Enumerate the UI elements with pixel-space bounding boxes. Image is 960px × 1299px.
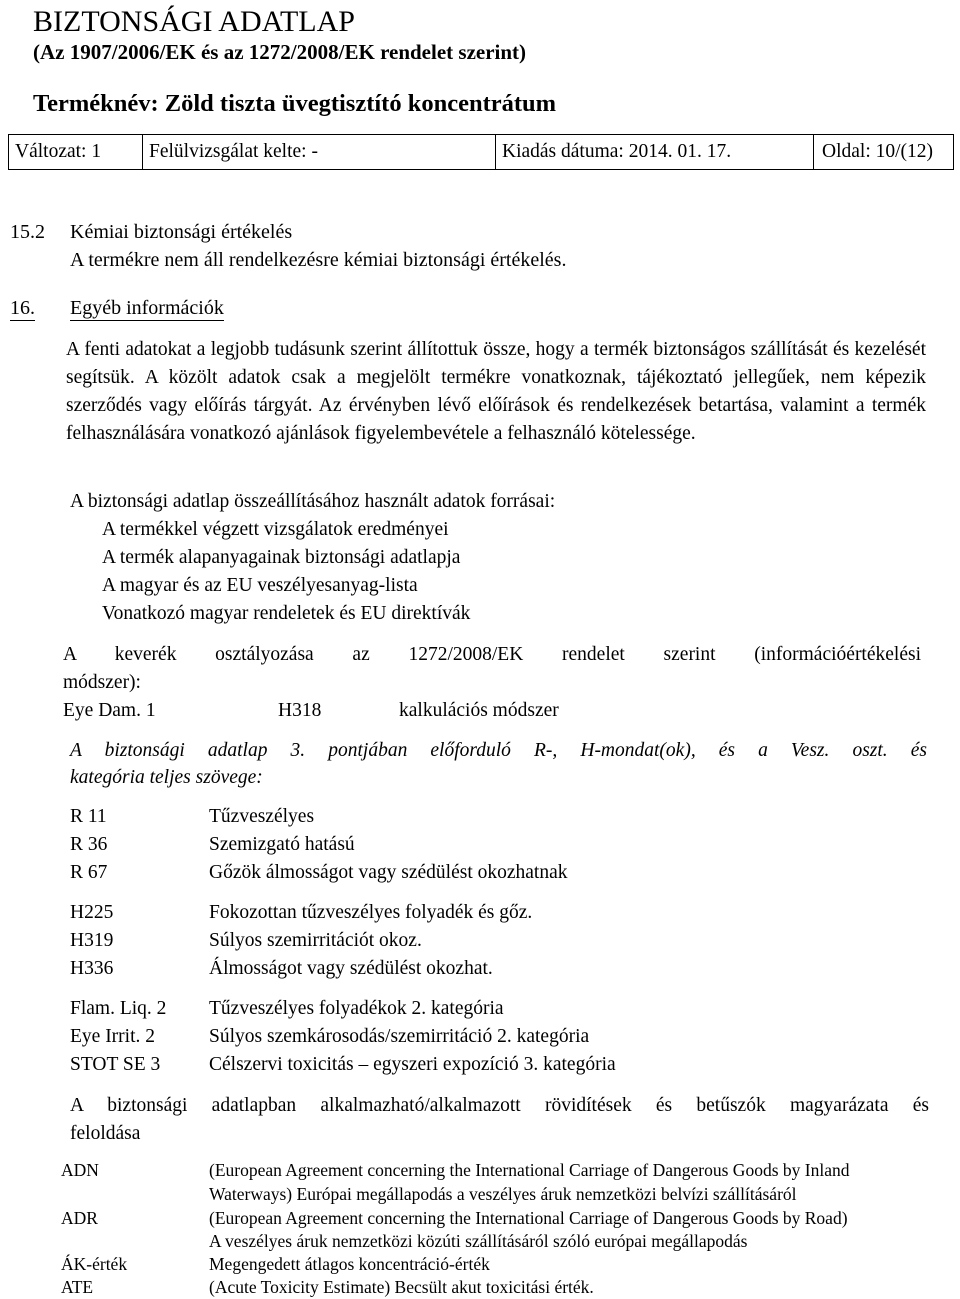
source-item: A termékkel végzett vizsgálatok eredményei [102, 519, 449, 540]
h-phrase-text: Súlyos szemirritációt okoz. [209, 930, 422, 951]
hazard-class-code: Eye Irrit. 2 [70, 1026, 156, 1047]
phrases-title-line-1: A biztonsági adatlap 3. pontjában előforduló R-, H-mondat(ok), és a Vesz. oszt. és [70, 740, 927, 761]
section-16-number: 16. [10, 297, 35, 319]
abbrev-code: ÁK-érték [61, 1254, 128, 1274]
r-phrase-text: Szemizgató hatású [209, 834, 355, 855]
r-phrase-code: R 67 [70, 862, 108, 883]
classification-code: H318 [278, 700, 322, 721]
abbrev-code: ADN [61, 1160, 99, 1180]
source-item: Vonatkozó magyar rendeletek és EU direktívák [102, 603, 471, 624]
issue-date-cell: Kiadás dátuma: 2014. 01. 17. [496, 135, 814, 169]
abbrev-desc: (European Agreement concerning the International Carriage of Dangerous Goods by Road) [209, 1208, 848, 1228]
abbrev-title-line-2: feloldása [70, 1123, 141, 1144]
section-15-2-text: A termékre nem áll rendelkezésre kémiai biztonsági értékelés. [70, 249, 567, 271]
hazard-class-code: Flam. Liq. 2 [70, 998, 167, 1019]
r-phrase-code: R 36 [70, 834, 108, 855]
classification-line-1: A keverék osztályozása az 1272/2008/EK rendelet szerint (információértékelési [63, 644, 921, 665]
phrases-title-line-2: kategória teljes szövege: [70, 767, 263, 788]
h-phrase-text: Álmosságot vagy szédülést okozhat. [209, 958, 493, 979]
abbrev-desc: Megengedett átlagos koncentráció-érték [209, 1254, 490, 1274]
section-15-2-title: Kémiai biztonsági értékelés [70, 221, 293, 243]
r-phrase-text: Tűzveszélyes [209, 806, 315, 827]
abbrev-title-line-1: A biztonsági adatlapban alkalmazható/alkalmazott rövidítések és betűszók magyarázata és [70, 1095, 929, 1116]
h-phrase-code: H336 [70, 958, 114, 979]
abbrev-desc: Waterways) Európai megállapodás a veszélyes áruk nemzetközi belvízi szállításáról [209, 1184, 797, 1204]
r-phrase-code: R 11 [70, 806, 107, 827]
section-15-2-number: 15.2 [10, 221, 45, 243]
product-name: Terméknév: Zöld tiszta üvegtisztító koncentrátum [33, 90, 557, 117]
section-16-disclaimer: A fenti adatokat a legjobb tudásunk szerint állítottuk össze, hogy a termék biztonságos szállítását és kezelését segítsük. A közölt adatok csak a megjelölt termékre vonatkoznak, tájékoztató jellegűek, nem képezik szerződés vagy előírás tárgyát. Az érvényben lévő előírások és rendelkezések betartása, valamint a termék felhasználására vonatkozó ajánlások figyelembevétele a felhasználó kötelessége. [66, 339, 926, 444]
source-item: A magyar és az EU veszélyesanyag-lista [102, 575, 418, 596]
abbrev-desc: (Acute Toxicity Estimate) Becsült akut toxicitási érték. [209, 1277, 594, 1297]
source-item: A termék alapanyagainak biztonsági adatlapja [102, 547, 461, 568]
classification-method: kalkulációs módszer [399, 700, 559, 721]
hazard-class-text: Súlyos szemkárosodás/szemirritáció 2. kategória [209, 1026, 590, 1047]
abbrev-desc: (European Agreement concerning the International Carriage of Dangerous Goods by Inland [209, 1160, 850, 1180]
document-title: BIZTONSÁGI ADATLAP [33, 5, 355, 38]
abbrev-desc: A veszélyes áruk nemzetközi közúti szállításáról szóló európai megállapodás [209, 1231, 748, 1251]
h-phrase-code: H319 [70, 930, 114, 951]
classification-line-2: módszer): [63, 672, 141, 693]
review-date-cell: Felülvizsgálat kelte: - [143, 135, 496, 169]
h-phrase-text: Fokozottan tűzveszélyes folyadék és gőz. [209, 902, 533, 923]
r-phrase-text: Gőzök álmosságot vagy szédülést okozhatnak [209, 862, 568, 883]
document-subtitle: (Az 1907/2006/EK és az 1272/2008/EK rendelet szerint) [33, 40, 527, 64]
h-phrase-code: H225 [70, 902, 114, 923]
header-info-bar [8, 134, 954, 170]
section-16-title: Egyéb információk [70, 297, 224, 319]
page-number-cell: Oldal: 10/(12) [822, 141, 934, 162]
abbrev-code: ATE [61, 1277, 94, 1297]
abbrev-code: ADR [61, 1208, 98, 1228]
hazard-class-code: STOT SE 3 [70, 1054, 161, 1075]
version-cell: Változat: 1 [9, 135, 143, 169]
classification-class: Eye Dam. 1 [63, 700, 156, 721]
hazard-class-text: Tűzveszélyes folyadékok 2. kategória [209, 998, 504, 1019]
hazard-class-text: Célszervi toxicitás – egyszeri expozíció 3. kategória [209, 1054, 616, 1075]
sources-title: A biztonsági adatlap összeállításához használt adatok forrásai: [70, 491, 556, 512]
